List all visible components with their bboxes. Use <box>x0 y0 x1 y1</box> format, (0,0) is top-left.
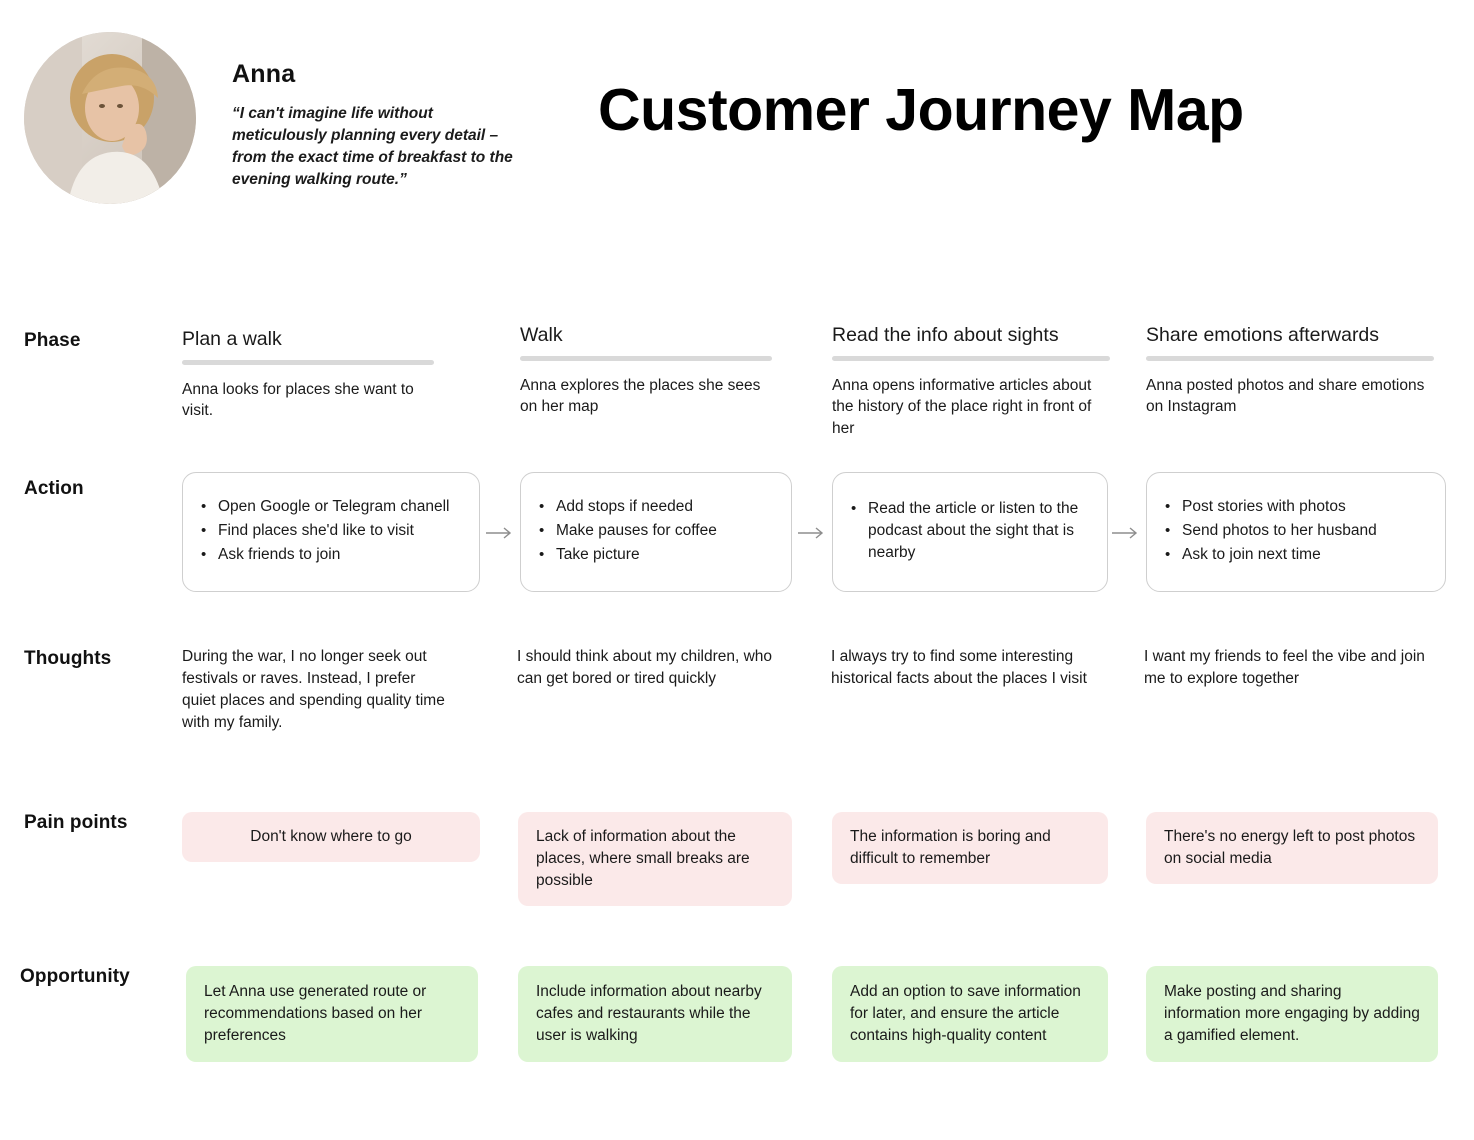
avatar <box>24 32 196 204</box>
phase-title: Read the info about sights <box>832 324 1059 346</box>
action-card-1[interactable] <box>520 472 792 592</box>
phase-title: Plan a walk <box>182 328 282 350</box>
opportunity-1: Include information about nearby cafes and restaurants while the user is walking <box>518 966 792 1062</box>
pain-point-0: Don't know where to go <box>182 812 480 862</box>
pain-point-2: The information is boring and difficult to remember <box>832 812 1108 884</box>
action-item: • Send photos to her husband <box>1165 520 1377 542</box>
phase-cell-1 <box>520 324 772 418</box>
persona-photo-icon <box>24 32 196 204</box>
phase-description: Anna explores the places she sees on her map <box>520 377 761 416</box>
persona-quote: “I can't imagine life without meticulously planning every detail – from the exact time of breakfast to the evening walking route.” <box>232 105 513 188</box>
pain-point-1: Lack of information about the places, where small breaks are possible <box>518 812 792 906</box>
thought-text-2: I always try to find some interesting historical facts about the places I visit <box>831 648 1087 687</box>
header <box>0 0 1474 270</box>
phase-description: Anna posted photos and share emotions on Instagram <box>1146 377 1425 416</box>
phase-title: Walk <box>520 324 563 346</box>
phase-title: Share emotions afterwards <box>1146 324 1380 346</box>
action-item: • Take picture <box>539 544 717 566</box>
phase-description: Anna opens informative articles about the history of the place right in front of her <box>832 377 1092 437</box>
persona-name: Anna <box>232 60 296 88</box>
row-label-opportunity: Opportunity <box>20 966 130 987</box>
thought-text-0: During the war, I no longer seek out festivals or raves. Instead, I prefer quiet places and spending quality time with my family. <box>182 648 445 731</box>
action-item: • Make pauses for coffee <box>539 520 717 542</box>
row-label-action: Action <box>24 478 84 499</box>
phase-cell-3 <box>1146 324 1434 418</box>
phase-underline <box>520 356 772 361</box>
action-item: • Ask friends to join <box>201 544 450 566</box>
action-item: • Add stops if needed <box>539 496 717 518</box>
arrow-icon <box>798 526 828 540</box>
row-label-pain-points: Pain points <box>24 812 128 833</box>
phase-underline <box>832 356 1110 361</box>
thought-text-1: I should think about my children, who can get bored or tired quickly <box>517 648 773 687</box>
row-label-phase: Phase <box>24 330 81 351</box>
phase-cell-2 <box>832 324 1110 439</box>
arrow-icon <box>1112 526 1142 540</box>
action-item: • Read the article or listen to the podcast about the sight that is nearby <box>851 498 1093 564</box>
phase-description: Anna looks for places she want to visit. <box>182 381 414 420</box>
action-list <box>539 496 717 568</box>
action-list <box>851 498 1093 566</box>
phase-underline <box>182 360 434 365</box>
action-item: • Post stories with photos <box>1165 496 1377 518</box>
action-card-0[interactable] <box>182 472 480 592</box>
persona-block <box>232 60 522 191</box>
row-label-thoughts: Thoughts <box>24 648 112 669</box>
action-list <box>201 496 450 568</box>
phase-cell-0 <box>182 328 434 422</box>
opportunity-0: Let Anna use generated route or recommendations based on her preferences <box>186 966 478 1062</box>
thought-text-3: I want my friends to feel the vibe and join me to explore together <box>1144 648 1425 687</box>
action-card-2[interactable] <box>832 472 1108 592</box>
arrow-icon <box>486 526 516 540</box>
action-card-3[interactable] <box>1146 472 1446 592</box>
pain-point-3: There's no energy left to post photos on social media <box>1146 812 1438 884</box>
action-item: • Find places she'd like to visit <box>201 520 450 542</box>
action-item: • Ask to join next time <box>1165 544 1377 566</box>
action-list <box>1165 496 1377 568</box>
phase-underline <box>1146 356 1434 361</box>
page-title: Customer Journey Map <box>598 77 1244 143</box>
opportunity-3: Make posting and sharing information more engaging by adding a gamified element. <box>1146 966 1438 1062</box>
opportunity-2: Add an option to save information for later, and ensure the article contains high-quality content <box>832 966 1108 1062</box>
action-item: • Open Google or Telegram chanell <box>201 496 450 518</box>
